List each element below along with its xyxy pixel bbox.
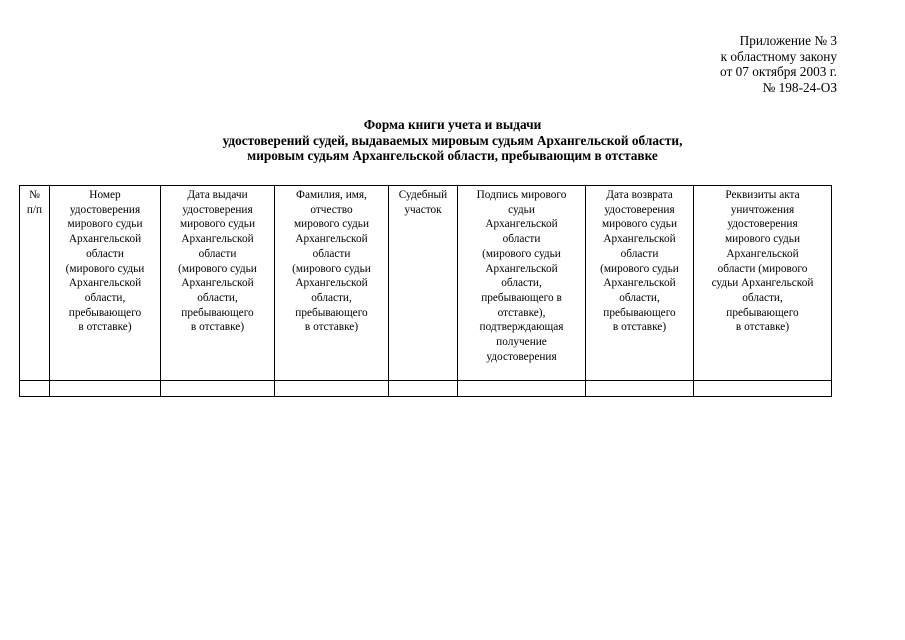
table-cell	[275, 381, 389, 397]
document-title	[0, 117, 905, 164]
title-line: Форма книги учета и выдачи	[363, 117, 542, 132]
table-cell	[458, 381, 586, 397]
table-cell	[694, 381, 832, 397]
column-header-full-name: Фамилия, имя, отчество мирового судьи Архангельской области (мирового судьи Архангельской области, пребывающего в отставке)	[275, 186, 389, 381]
table-cell	[586, 381, 694, 397]
appendix-line: Приложение № 3	[739, 33, 837, 48]
column-header-issue-date: Дата выдачи удостоверения мирового судьи Архангельской области (мирового судьи Архангельской области, пребывающего в отставке)	[161, 186, 275, 381]
column-header-number: № п/п	[20, 186, 50, 381]
table-header-row	[20, 186, 832, 381]
table-cell	[20, 381, 50, 397]
table-row	[20, 381, 832, 397]
column-header-destruction-act: Реквизиты акта уничтожения удостоверения мирового судьи Архангельской области (мирового судьи Архангельской области, пребывающего в отставке)	[694, 186, 832, 381]
appendix-line: от 07 октября 2003 г.	[720, 64, 837, 80]
title-line: удостоверений судей, выдаваемых мировым судьям Архангельской области,	[222, 132, 683, 148]
table-cell	[50, 381, 161, 397]
appendix-line: № 198-24-ОЗ	[762, 79, 837, 95]
title-line: мировым судьям Архангельской области, пребывающим в отставке	[247, 148, 658, 164]
registry-table	[19, 185, 832, 397]
table-cell	[389, 381, 458, 397]
table-cell	[161, 381, 275, 397]
appendix-line: к областному закону	[720, 48, 837, 64]
column-header-return-date: Дата возврата удостоверения мирового судьи Архангельской области (мирового судьи Архангельской области, пребывающего в отставке)	[586, 186, 694, 381]
column-header-certificate-number: Номер удостоверения мирового судьи Архангельской области (мирового судьи Архангельской области, пребывающего в отставке)	[50, 186, 161, 381]
column-header-court-district: Судебный участок	[389, 186, 458, 381]
appendix-block	[617, 33, 837, 95]
column-header-signature: Подпись мирового судьи Архангельской области (мирового судьи Архангельской области, пребывающего в отставке), подтверждающая получение удостоверения	[458, 186, 586, 381]
